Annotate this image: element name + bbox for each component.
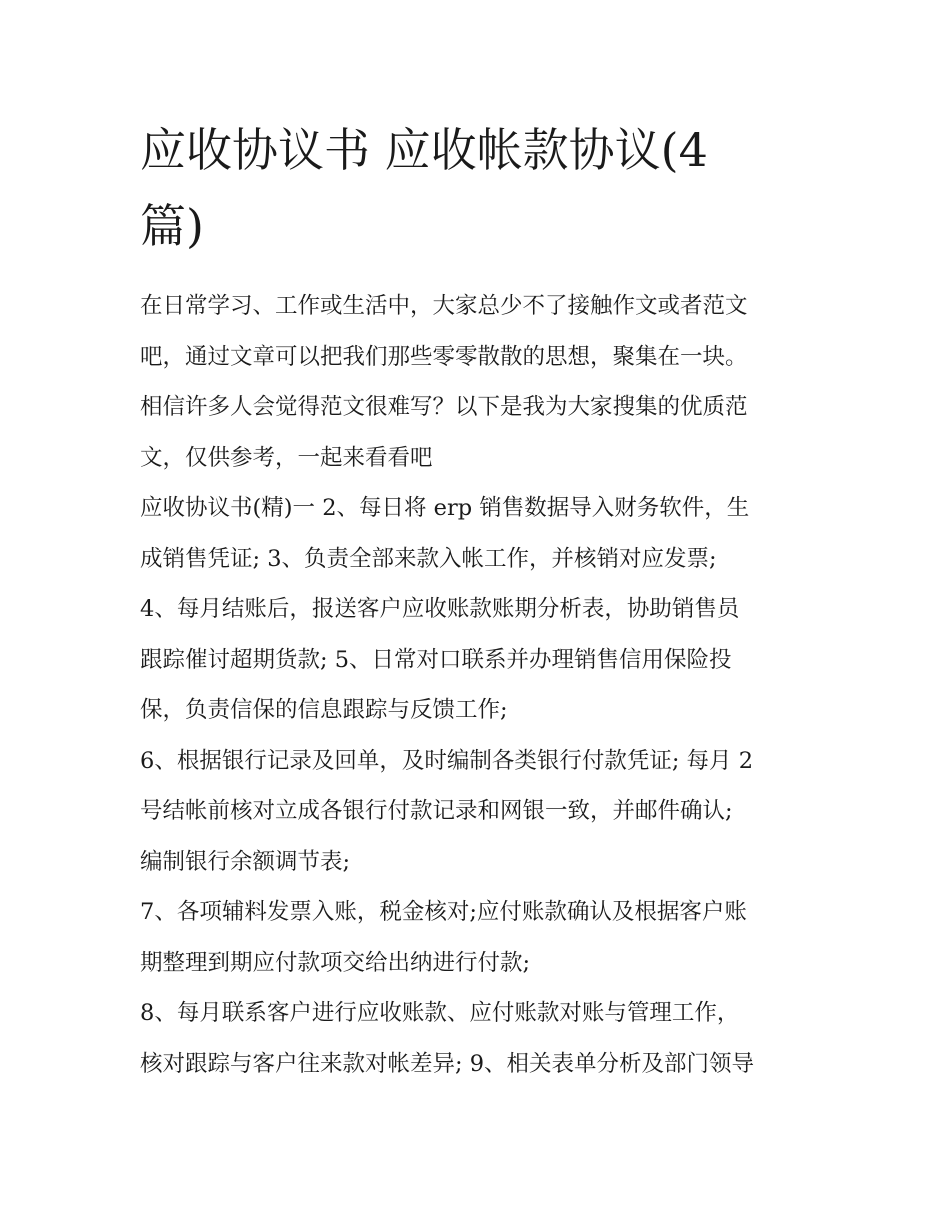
intro-paragraph	[140, 281, 820, 483]
text-line: 6、根据银行记录及回单，及时编制各类银行付款凭证; 每月 2	[140, 747, 754, 774]
document-body	[140, 112, 820, 1089]
paragraph-item-2-3	[140, 483, 820, 584]
text-line: 8、每月联系客户进行应收账款、应付账款对账与管理工作，	[140, 1000, 740, 1026]
text-line: 应收协议书(精)一 2、每日将 erp 销售数据导入财务软件，生	[140, 495, 750, 521]
paragraph-item-6	[140, 736, 820, 888]
text-line: 号结帐前核对立成各银行付款记录和网银一致，并邮件确认;	[140, 798, 733, 824]
text-line: 跟踪催讨超期货款; 5、日常对口联系并办理销售信用保险投	[140, 646, 732, 673]
paragraph-item-4-5	[140, 584, 820, 736]
paragraph-item-7	[140, 887, 820, 988]
document-title	[140, 112, 820, 264]
text-line: 在日常学习、工作或生活中，大家总少不了接触作文或者范文	[140, 293, 748, 319]
text-line: 编制银行余额调节表;	[140, 848, 351, 875]
text-line: 4、每月结账后，报送客户应收账款账期分析表，协助销售员	[140, 596, 740, 622]
text-line: 7、各项辅料发票入账，税金核对;应付账款确认及根据客户账	[140, 899, 747, 925]
title-line: 应收协议书 应收帐款协议(4	[140, 123, 708, 177]
title-line: 篇)	[140, 199, 204, 253]
text-line: 保，负责信保的信息跟踪与反馈工作;	[140, 697, 508, 723]
text-line: 文，仅供参考，一起来看看吧	[140, 444, 433, 471]
text-line: 吧，通过文章可以把我们那些零零散散的思想，聚集在一块。	[140, 343, 748, 370]
paragraph-item-8-9	[140, 988, 820, 1089]
text-line: 期整理到期应付款项交给出纳进行付款;	[140, 949, 531, 976]
text-line: 成销售凭证; 3、负责全部来款入帐工作，并核销对应发票;	[140, 545, 717, 572]
text-line: 核对跟踪与客户往来款对帐差异; 9、相关表单分析及部门领导	[140, 1050, 755, 1077]
text-line: 相信许多人会觉得范文很难写？以下是我为大家搜集的优质范	[140, 394, 748, 420]
